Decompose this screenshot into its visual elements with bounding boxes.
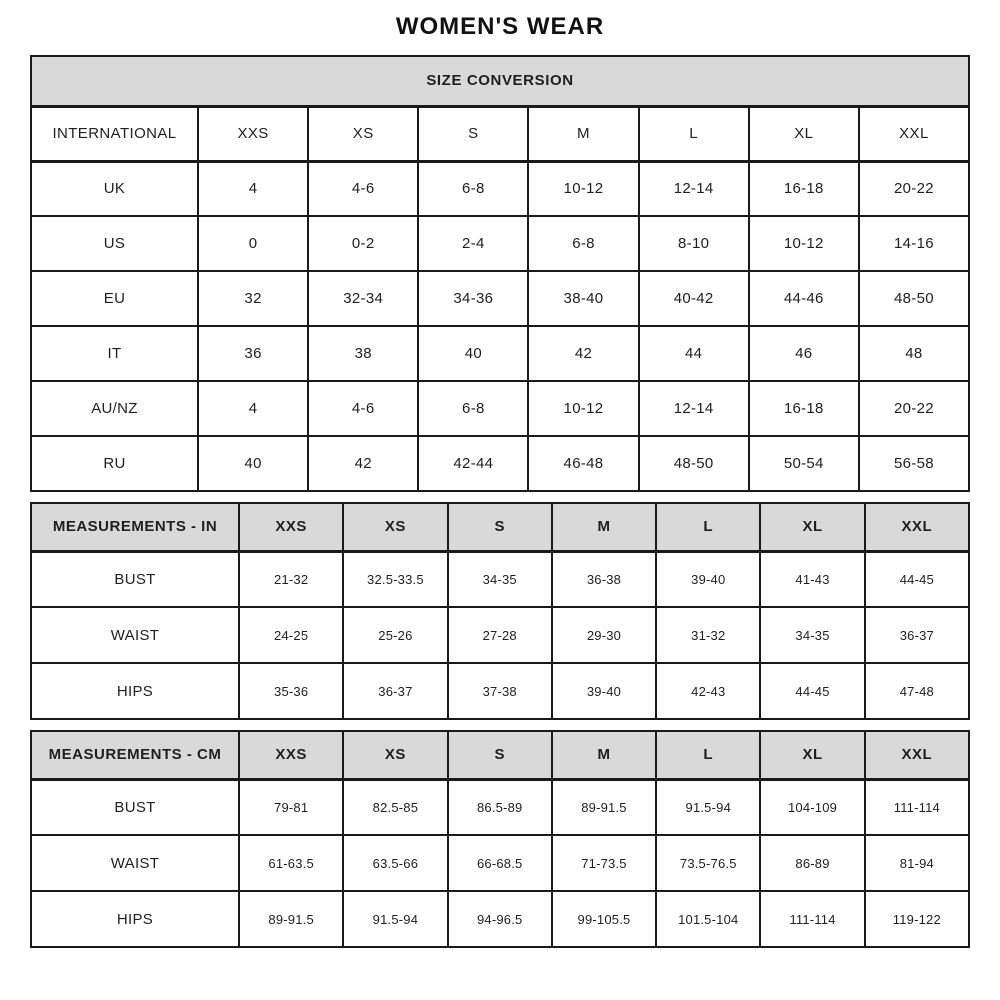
value-cell: 21-32 (239, 551, 343, 607)
value-cell: 89-91.5 (552, 779, 656, 835)
value-cell: 44-45 (865, 551, 969, 607)
value-cell: 44 (639, 326, 749, 381)
value-cell: 94-96.5 (448, 891, 552, 947)
value-cell: 4 (198, 161, 308, 216)
row-label: WAIST (31, 835, 239, 891)
size-column-header: M (528, 106, 638, 161)
value-cell: 86-89 (760, 835, 864, 891)
table-row (31, 381, 969, 436)
value-cell: 48 (859, 326, 969, 381)
row-label: HIPS (31, 663, 239, 719)
table-row (31, 779, 969, 835)
value-cell: 47-48 (865, 663, 969, 719)
value-cell: 41-43 (760, 551, 864, 607)
value-cell: 42-43 (656, 663, 760, 719)
size-column-header: XXL (865, 503, 969, 551)
row-label: BUST (31, 779, 239, 835)
size-column-header: L (656, 503, 760, 551)
value-cell: 63.5-66 (343, 835, 447, 891)
value-cell: 99-105.5 (552, 891, 656, 947)
value-cell: 40-42 (639, 271, 749, 326)
value-cell: 10-12 (528, 161, 638, 216)
size-column-header: XS (308, 106, 418, 161)
value-cell: 35-36 (239, 663, 343, 719)
value-cell: 12-14 (639, 161, 749, 216)
table-row (31, 891, 969, 947)
value-cell: 40 (418, 326, 528, 381)
value-cell: 34-35 (448, 551, 552, 607)
value-cell: 6-8 (418, 381, 528, 436)
value-cell: 4-6 (308, 161, 418, 216)
size-column-header: L (656, 731, 760, 779)
row-label: EU (31, 271, 198, 326)
row-label: US (31, 216, 198, 271)
value-cell: 61-63.5 (239, 835, 343, 891)
row-label: WAIST (31, 607, 239, 663)
table-row (31, 216, 969, 271)
size-column-header: M (552, 731, 656, 779)
value-cell: 32-34 (308, 271, 418, 326)
row-label: RU (31, 436, 198, 491)
value-cell: 10-12 (528, 381, 638, 436)
value-cell: 39-40 (552, 663, 656, 719)
measurements-in-label: MEASUREMENTS - IN (31, 503, 239, 551)
size-column-header: M (552, 503, 656, 551)
value-cell: 46-48 (528, 436, 638, 491)
row-label: AU/NZ (31, 381, 198, 436)
size-column-header: XL (749, 106, 859, 161)
table-row (31, 835, 969, 891)
value-cell: 20-22 (859, 381, 969, 436)
value-cell: 91.5-94 (656, 779, 760, 835)
value-cell: 46 (749, 326, 859, 381)
size-column-header: XL (760, 503, 864, 551)
value-cell: 38-40 (528, 271, 638, 326)
value-cell: 25-26 (343, 607, 447, 663)
value-cell: 8-10 (639, 216, 749, 271)
value-cell: 91.5-94 (343, 891, 447, 947)
value-cell: 2-4 (418, 216, 528, 271)
measurements-in-body (31, 551, 969, 719)
value-cell: 73.5-76.5 (656, 835, 760, 891)
value-cell: 10-12 (749, 216, 859, 271)
value-cell: 37-38 (448, 663, 552, 719)
value-cell: 32.5-33.5 (343, 551, 447, 607)
international-label: INTERNATIONAL (31, 106, 198, 161)
page-title: WOMEN'S WEAR (395, 13, 605, 40)
row-label: IT (31, 326, 198, 381)
table-row (31, 551, 969, 607)
value-cell: 24-25 (239, 607, 343, 663)
size-column-header: S (418, 106, 528, 161)
value-cell: 82.5-85 (343, 779, 447, 835)
value-cell: 42 (528, 326, 638, 381)
measurements-cm-label: MEASUREMENTS - CM (31, 731, 239, 779)
size-column-header: S (448, 731, 552, 779)
row-label: HIPS (31, 891, 239, 947)
measurements-cm-header-row (31, 731, 969, 779)
table-title-row (31, 56, 969, 106)
value-cell: 36-37 (865, 607, 969, 663)
size-column-header: XS (343, 503, 447, 551)
value-cell: 111-114 (760, 891, 864, 947)
value-cell: 0 (198, 216, 308, 271)
value-cell: 6-8 (528, 216, 638, 271)
value-cell: 36-37 (343, 663, 447, 719)
value-cell: 50-54 (749, 436, 859, 491)
value-cell: 20-22 (859, 161, 969, 216)
size-column-header: XL (760, 731, 864, 779)
value-cell: 29-30 (552, 607, 656, 663)
size-column-header: XXL (859, 106, 969, 161)
value-cell: 4-6 (308, 381, 418, 436)
size-column-header: XXS (239, 503, 343, 551)
size-column-header: XXS (198, 106, 308, 161)
size-conversion-body (31, 161, 969, 491)
table-row (31, 271, 969, 326)
table-row (31, 607, 969, 663)
value-cell: 16-18 (749, 381, 859, 436)
size-column-header: S (448, 503, 552, 551)
value-cell: 38 (308, 326, 418, 381)
table-row (31, 436, 969, 491)
value-cell: 79-81 (239, 779, 343, 835)
value-cell: 14-16 (859, 216, 969, 271)
value-cell: 40 (198, 436, 308, 491)
value-cell: 42-44 (418, 436, 528, 491)
value-cell: 6-8 (418, 161, 528, 216)
size-column-header: XXL (865, 731, 969, 779)
value-cell: 111-114 (865, 779, 969, 835)
value-cell: 42 (308, 436, 418, 491)
value-cell: 44-45 (760, 663, 864, 719)
value-cell: 27-28 (448, 607, 552, 663)
value-cell: 36 (198, 326, 308, 381)
table-row (31, 161, 969, 216)
value-cell: 56-58 (859, 436, 969, 491)
value-cell: 34-35 (760, 607, 864, 663)
value-cell: 119-122 (865, 891, 969, 947)
value-cell: 86.5-89 (448, 779, 552, 835)
size-conversion-table (30, 55, 970, 492)
value-cell: 0-2 (308, 216, 418, 271)
value-cell: 101.5-104 (656, 891, 760, 947)
value-cell: 12-14 (639, 381, 749, 436)
value-cell: 4 (198, 381, 308, 436)
value-cell: 71-73.5 (552, 835, 656, 891)
size-conversion-header: SIZE CONVERSION (31, 56, 969, 106)
value-cell: 32 (198, 271, 308, 326)
value-cell: 104-109 (760, 779, 864, 835)
size-column-header: XXS (239, 731, 343, 779)
value-cell: 66-68.5 (448, 835, 552, 891)
size-column-header: L (639, 106, 749, 161)
value-cell: 34-36 (418, 271, 528, 326)
value-cell: 89-91.5 (239, 891, 343, 947)
value-cell: 16-18 (749, 161, 859, 216)
value-cell: 36-38 (552, 551, 656, 607)
value-cell: 44-46 (749, 271, 859, 326)
row-label: UK (31, 161, 198, 216)
value-cell: 48-50 (859, 271, 969, 326)
row-label: BUST (31, 551, 239, 607)
measurements-cm-body (31, 779, 969, 947)
size-header-row (31, 106, 969, 161)
measurements-in-table (30, 502, 970, 720)
table-row (31, 663, 969, 719)
value-cell: 31-32 (656, 607, 760, 663)
value-cell: 48-50 (639, 436, 749, 491)
value-cell: 81-94 (865, 835, 969, 891)
value-cell: 39-40 (656, 551, 760, 607)
table-row (31, 326, 969, 381)
measurements-in-header-row (31, 503, 969, 551)
size-column-header: XS (343, 731, 447, 779)
measurements-cm-table (30, 730, 970, 948)
